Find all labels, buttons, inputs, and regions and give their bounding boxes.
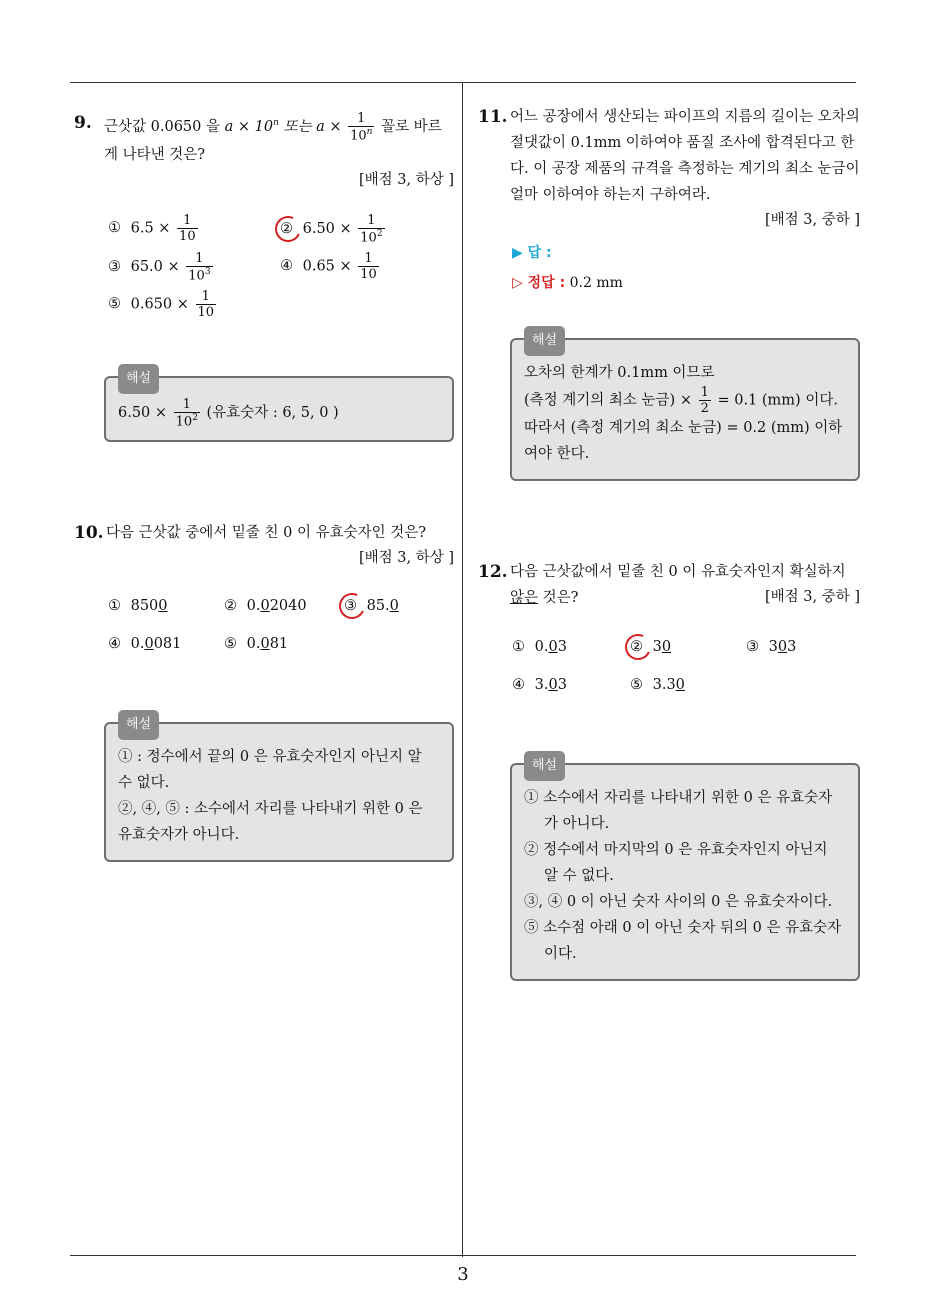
- answer-circle-mark: ②: [280, 221, 298, 237]
- fraction: $\frac{1}{10^n}$: [350, 110, 373, 143]
- solution-box: [510, 333, 860, 481]
- column-divider: [462, 82, 463, 1257]
- question-11: [478, 104, 860, 481]
- choice-4[interactable]: ④ 3.03: [512, 677, 567, 693]
- solution-line: ② 정수에서 마지막의 0 은 유효숫자인지 아닌지 알 수 없다.: [524, 842, 828, 884]
- solution-line: (측정 계기의 최소 눈금) × $\frac{1}{2}$ = 0.1 (mm) 이다.: [524, 385, 838, 416]
- answer-circle-mark: ③: [344, 598, 362, 614]
- solution-line: ① : 정수에서 끝의 0 은 유효숫자인지 아닌지 알 수 없다.: [118, 749, 422, 792]
- choice-list: [108, 598, 454, 674]
- solution-tag: 해설: [118, 710, 159, 740]
- solution-box: [104, 717, 454, 862]
- correct-answer: ▷ 정답 : 0.2 mm: [512, 275, 623, 291]
- solution-text: 6.50 × $\frac{1}{10^2}$ (유효숫자 : 6, 5, 0 ): [118, 396, 339, 430]
- question-9: [74, 110, 454, 442]
- solution-box: [104, 370, 454, 442]
- question-number: 9.: [74, 113, 92, 133]
- question-text: 어느 공장에서 생산되는 파이프의 지름의 길이는 오차의 절댓값이 0.1mm 이하여야 품질 조사에 합격된다고 한다. 이 공장 제품의 규격을 측정하는 계기의 최소 눈금이 얼마 이하여야 하는지 구하여라.: [510, 109, 860, 203]
- solution-tag: 해설: [524, 751, 565, 781]
- question-number: 11.: [478, 107, 508, 127]
- question-text: 다음 근삿값 중에서 밑줄 친 0 이 유효숫자인 것은?: [106, 525, 427, 542]
- score-meta: [배점 3, 중하 ]: [764, 589, 860, 605]
- choice-1[interactable]: ① 8500: [108, 598, 168, 615]
- solution-line: 오차의 한계가 0.1mm 이므로: [524, 365, 715, 381]
- page-number: 3: [457, 1264, 469, 1285]
- question-text: 근삿값 0.0650 을 $a \times 10^n$ 또는 a × $\frac{1}{10^n}$ 꼴로 바르게 나타낸 것은?: [104, 110, 442, 163]
- question-number: 12.: [478, 562, 508, 582]
- choice-list: [512, 639, 860, 715]
- question-12: [478, 559, 860, 981]
- choice-5[interactable]: ⑤ 0.650 × $\frac{1}{10}$: [108, 288, 215, 320]
- solution-line: 따라서 (측정 계기의 최소 눈금) = 0.2 (mm) 이하여야 한다.: [524, 420, 843, 462]
- score-meta: [배점 3, 하상 ]: [358, 550, 454, 567]
- choice-4[interactable]: ④ 0.65 × $\frac{1}{10}$: [280, 250, 377, 282]
- bottom-rule: [70, 1255, 856, 1256]
- choice-5[interactable]: ⑤ 3.30: [630, 677, 685, 693]
- score-meta: [배점 3, 하상 ]: [358, 171, 454, 188]
- choice-3[interactable]: ③ 85.0: [344, 598, 399, 615]
- choice-2[interactable]: ② 6.50 × $\frac{1}{10^2}$: [280, 212, 383, 246]
- solution-box: [510, 758, 860, 981]
- question-10: [74, 520, 454, 862]
- left-column: [74, 110, 454, 862]
- choice-list: [108, 214, 454, 328]
- score-meta: [배점 3, 중하 ]: [764, 212, 860, 228]
- question-text: 다음 근삿값에서 밑줄 친 0 이 유효숫자인지 확실하지 않은 것은?: [510, 564, 846, 606]
- solution-line: ⑤ 소수점 아래 0 이 아닌 숫자 뒤의 0 은 유효숫자이다.: [524, 920, 842, 962]
- solution-line: ① 소수에서 자리를 나타내기 위한 0 은 유효숫자가 아니다.: [524, 790, 833, 832]
- choice-2[interactable]: ② 0.02040: [224, 598, 307, 615]
- choice-4[interactable]: ④ 0.0081: [108, 636, 182, 653]
- answer-field-label: ▶ 답 :: [512, 245, 552, 261]
- answer-circle-mark: ②: [630, 639, 648, 655]
- solution-line: ③, ④ 0 이 아닌 숫자 사이의 0 은 유효숫자이다.: [524, 894, 833, 910]
- solution-tag: 해설: [524, 326, 565, 356]
- choice-3[interactable]: ③ 303: [746, 639, 797, 655]
- choice-1[interactable]: ① 0.03: [512, 639, 567, 655]
- question-number: 10.: [74, 523, 104, 544]
- choice-5[interactable]: ⑤ 0.081: [224, 636, 289, 653]
- choice-2[interactable]: ② 30: [630, 639, 672, 655]
- solution-line: ②, ④, ⑤ : 소수에서 자리를 나타내기 위한 0 은 유효숫자가 아니다.: [118, 801, 423, 844]
- top-rule: [70, 82, 856, 83]
- right-column: [478, 104, 860, 981]
- solution-tag: 해설: [118, 364, 159, 394]
- choice-1[interactable]: ① 6.5 × $\frac{1}{10}$: [108, 212, 196, 244]
- choice-3[interactable]: ③ 65.0 × $\frac{1}{10^3}$: [108, 250, 211, 284]
